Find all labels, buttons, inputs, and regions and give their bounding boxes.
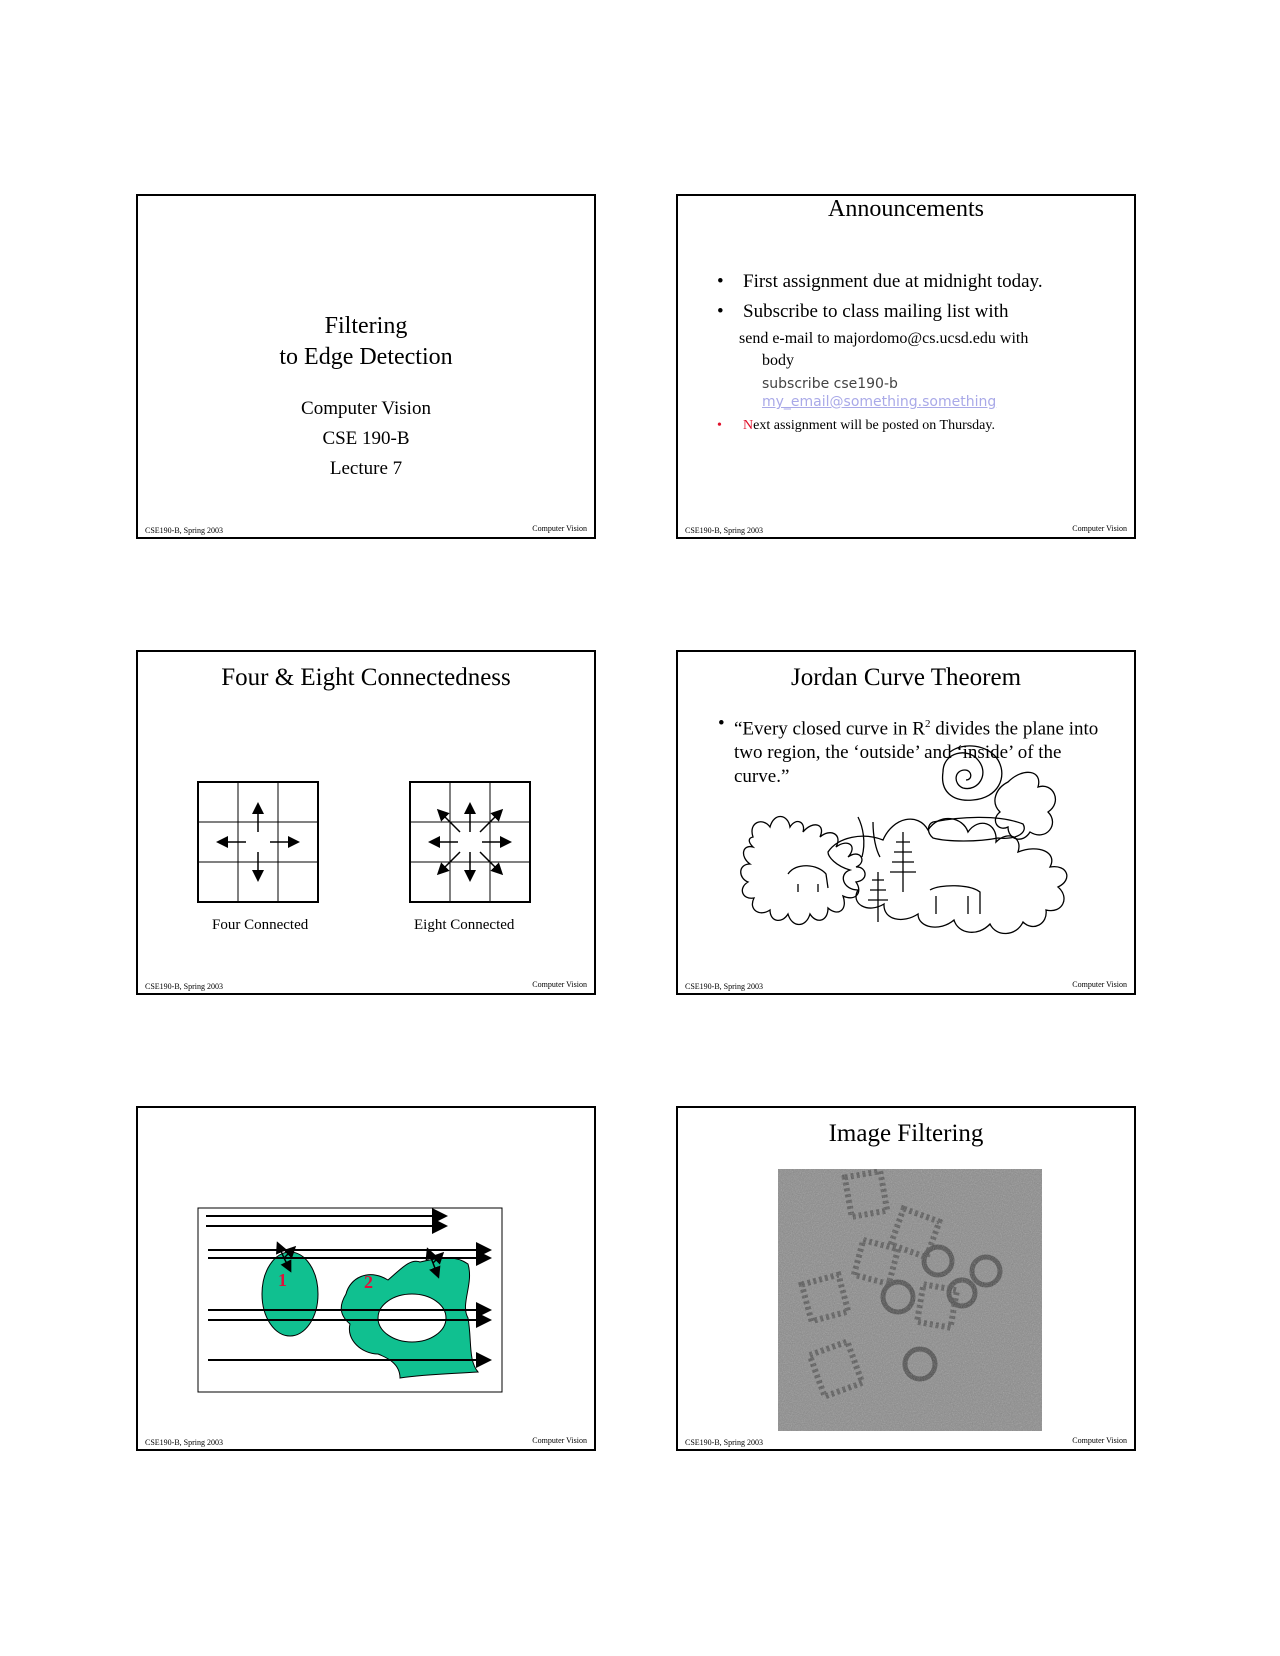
footer-subject: Computer Vision — [532, 980, 587, 989]
eight-connected-grid — [410, 782, 530, 902]
slide-title-card — [136, 194, 596, 539]
caption-eight-connected: Eight Connected — [414, 917, 515, 933]
quote-superscript: 2 — [924, 718, 931, 730]
bullet-text: Subscribe to class mailing list with — [743, 301, 1009, 322]
bullet-dot: • — [717, 271, 724, 292]
bullet-dot: • — [717, 418, 722, 433]
four-connected-grid — [198, 782, 318, 902]
slide-scanline-regions — [136, 1106, 596, 1451]
noisy-microscopy-image — [778, 1169, 1042, 1431]
scanline-diagram — [138, 1108, 596, 1451]
theorem-quote: • “Every closed curve in $R^2$ divides the plane into two region, the ‘outside’ and ‘inside’ of the curve.” — [718, 713, 1099, 788]
slide-announcements — [676, 194, 1136, 539]
bullet-dot: • — [717, 301, 724, 322]
footer-subject: Computer Vision — [1072, 980, 1127, 989]
region-1-shape — [262, 1252, 318, 1336]
slide-6-title: Image Filtering — [828, 1120, 984, 1147]
slide-3-title: Four & Eight Connectedness — [221, 664, 511, 691]
footer-subject: Computer Vision — [532, 524, 587, 533]
subscribe-command: subscribe cse190-b — [762, 376, 898, 392]
footer-course: CSE190-B, Spring 2003 — [685, 982, 764, 991]
footer-course: CSE190-B, Spring 2003 — [145, 982, 224, 991]
slide-connectedness — [136, 650, 596, 995]
bullet-item — [717, 271, 1043, 293]
bullet-item — [717, 418, 995, 434]
footer-subject: Computer Vision — [1072, 524, 1127, 533]
slide-1-subtitle — [138, 394, 594, 484]
connectedness-diagrams — [138, 652, 596, 995]
caption-four-connected: Four Connected — [212, 917, 309, 933]
footer-course: CSE190-B, Spring 2003 — [685, 1438, 764, 1447]
bullet-text: First assignment due at midnight today. — [743, 271, 1043, 292]
sub-text-body: body — [762, 352, 794, 369]
footer-course: CSE190-B, Spring 2003 — [145, 526, 224, 535]
bullet-initial: N — [743, 418, 754, 433]
footer-course: CSE190-B, Spring 2003 — [145, 1438, 224, 1447]
slide-2-title: Announcements — [828, 196, 984, 222]
course-code: CSE 190-B — [322, 428, 410, 449]
footer-subject: Computer Vision — [1072, 1436, 1127, 1445]
title-line-2: to Edge Detection — [279, 344, 453, 370]
slide-jordan-curve — [676, 650, 1136, 995]
region-1-label: 1 — [278, 1270, 287, 1290]
bullet-item — [717, 301, 1009, 323]
lecture-number: Lecture 7 — [329, 458, 403, 479]
email-link[interactable]: my_email@something.something — [762, 394, 997, 410]
region-2-hole — [378, 1294, 446, 1342]
course-name: Computer Vision — [301, 398, 431, 419]
jordan-curve-illustration — [678, 652, 1136, 995]
slide-4-title: Jordan Curve Theorem — [790, 664, 1022, 691]
slide-image-filtering — [676, 1106, 1136, 1451]
quote-part-2: divides the plane into two region, the ‘outside’ and ‘inside’ of the curve.” — [734, 718, 1099, 788]
sub-text-email: send e-mail to majordomo@cs.ucsd.edu with — [739, 330, 1029, 347]
bullet-text: ext assignment will be posted on Thursday. — [753, 418, 995, 433]
footer-subject: Computer Vision — [532, 1436, 587, 1445]
quote-part-1: “Every closed curve in R — [734, 718, 925, 740]
slide-1-title — [138, 311, 594, 373]
title-line-1: Filtering — [324, 313, 408, 339]
footer-course: CSE190-B, Spring 2003 — [685, 526, 764, 535]
region-2-label: 2 — [364, 1272, 373, 1292]
